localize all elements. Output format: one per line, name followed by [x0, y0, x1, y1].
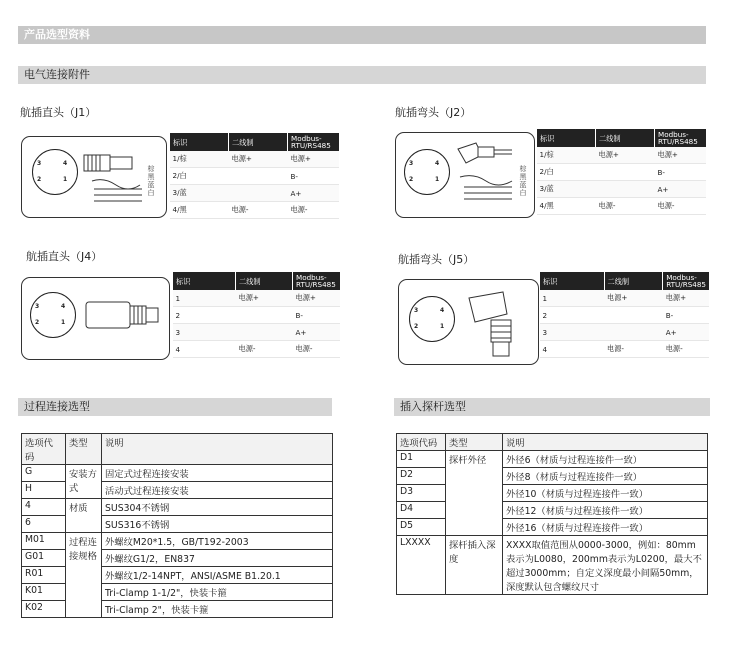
- table-cell: 4: [22, 499, 66, 516]
- j4-pin-face: [30, 292, 76, 338]
- table-cell: 3: [173, 324, 236, 341]
- table-cell: 4: [173, 341, 236, 358]
- table-cell: Tri-Clamp 2"，快装卡箍: [102, 601, 333, 618]
- j4-col-2wire: 二线制: [236, 272, 293, 290]
- table-cell: D1: [397, 451, 446, 468]
- electrical-section-header: [18, 66, 706, 84]
- j1-pin2: 2: [37, 176, 42, 183]
- j4-pin2: 2: [35, 319, 40, 326]
- j5-diagram: [398, 279, 539, 365]
- probe-col-code: 选项代码: [397, 434, 446, 451]
- probe-col-type: 类型: [446, 434, 503, 451]
- table-row: [170, 202, 340, 219]
- table-cell: 3/蓝: [537, 181, 596, 198]
- table-cell: H: [22, 482, 66, 499]
- process-table: [21, 433, 333, 618]
- table-cell: Tri-Clamp 1-1/2"，快装卡箍: [102, 584, 333, 601]
- table-cell: 探杆插入深度: [446, 536, 503, 595]
- j5-pin2: 2: [414, 323, 419, 330]
- j5-connector-drawing: [463, 284, 533, 364]
- table-row: [537, 198, 707, 215]
- table-cell: D4: [397, 502, 446, 519]
- table-row: [170, 168, 340, 185]
- j2-connector-drawing: [454, 139, 516, 211]
- electrical-section-title: 电气连接附件: [24, 68, 90, 81]
- table-cell: 探杆外径: [446, 451, 503, 536]
- j2-col-id: 标识: [537, 129, 596, 147]
- j5-pin-table: [539, 272, 709, 358]
- j5-pin4: 4: [440, 307, 445, 314]
- process-section-header: [18, 398, 332, 416]
- table-row: [540, 324, 710, 341]
- table-cell: 电源+: [236, 290, 293, 307]
- table-cell: 电源-: [663, 341, 709, 358]
- table-cell: 电源-: [293, 341, 341, 358]
- process-section-title: 过程连接选型: [24, 400, 90, 413]
- table-cell: 电源+: [663, 290, 709, 307]
- table-cell: 电源-: [229, 202, 288, 219]
- table-cell: SUS304不锈钢: [102, 499, 333, 516]
- table-header-row: [537, 129, 707, 147]
- j1-wire-colors: [146, 165, 156, 197]
- j5-title: 航插弯头（J5）: [398, 253, 475, 266]
- table-row: [22, 533, 333, 550]
- j5-col-modbus: Modbus-RTU/RS485: [663, 272, 709, 290]
- table-cell: 材质: [66, 499, 102, 533]
- table-cell: 电源-: [288, 202, 340, 219]
- table-cell: 电源-: [596, 198, 655, 215]
- j5-pin1: 1: [440, 323, 445, 330]
- j1-wire-color-3: 蓝: [147, 181, 155, 189]
- table-cell: A+: [288, 185, 340, 202]
- table-cell: 外径16（材质与过程连接件一致）: [503, 519, 708, 536]
- j2-col-modbus: Modbus-RTU/RS485: [655, 129, 707, 147]
- j2-pin-table: [536, 129, 706, 215]
- j2-pin4: 4: [435, 160, 440, 167]
- j2-col-2wire: 二线制: [596, 129, 655, 147]
- table-row: [173, 290, 341, 307]
- j4-col-id: 标识: [173, 272, 236, 290]
- probe-table: [396, 433, 708, 595]
- table-cell: 3: [540, 324, 605, 341]
- table-cell: 活动式过程连接安装: [102, 482, 333, 499]
- table-cell: M01: [22, 533, 66, 550]
- table-cell: XXXX取值范围从0000-3000，例如：80mm表示为L0080，200mm表示为L0200，最大不超过3000mm；自定义深度最小间隔50mm，深度默认包含螺纹尺寸: [503, 536, 708, 595]
- table-row: [397, 519, 708, 536]
- j1-title: 航插直头（J1）: [20, 106, 97, 119]
- table-header-row: [170, 133, 340, 151]
- table-cell: A+: [293, 324, 341, 341]
- j2-pin3: 3: [409, 160, 414, 167]
- table-cell: K01: [22, 584, 66, 601]
- table-row: [537, 164, 707, 181]
- table-row: [173, 324, 341, 341]
- table-cell: 安装方式: [66, 465, 102, 499]
- table-cell: 电源-: [604, 341, 663, 358]
- table-cell: 电源-: [655, 198, 707, 215]
- table-cell: 固定式过程连接安装: [102, 465, 333, 482]
- table-cell: K02: [22, 601, 66, 618]
- table-cell: 1/棕: [170, 151, 229, 168]
- j2-diagram: [395, 132, 535, 218]
- j5-col-id: 标识: [540, 272, 605, 290]
- table-cell: 4/黑: [537, 198, 596, 215]
- table-cell: 电源+: [604, 290, 663, 307]
- table-row: [397, 502, 708, 519]
- j1-col-id: 标识: [170, 133, 229, 151]
- table-row: [537, 147, 707, 164]
- table-cell: 过程连接规格: [66, 533, 102, 618]
- j2-wire-color-4: 白: [519, 189, 527, 197]
- table-cell: 电源+: [655, 147, 707, 164]
- probe-section-title: 插入探杆选型: [400, 400, 466, 413]
- table-cell: 外径6（材质与过程连接件一致）: [503, 451, 708, 468]
- table-row: [540, 290, 710, 307]
- table-header-row: [173, 272, 341, 290]
- j4-col-modbus: Modbus-RTU/RS485: [293, 272, 341, 290]
- table-cell: [229, 168, 288, 185]
- page-title: [18, 26, 706, 44]
- table-header-row: [397, 434, 708, 451]
- j2-title: 航插弯头（J2）: [395, 106, 472, 119]
- table-row: [397, 451, 708, 468]
- j1-wire-color-2: 黑: [147, 173, 155, 181]
- j1-wire-color-1: 棕: [147, 165, 155, 173]
- table-cell: 外螺纹1/2-14NPT，ANSI/ASME B1.20.1: [102, 567, 333, 584]
- table-cell: G01: [22, 550, 66, 567]
- j2-pin2: 2: [409, 176, 414, 183]
- table-cell: [604, 307, 663, 324]
- table-cell: [236, 324, 293, 341]
- table-cell: D5: [397, 519, 446, 536]
- table-cell: 4/黑: [170, 202, 229, 219]
- table-cell: 外径10（材质与过程连接件一致）: [503, 485, 708, 502]
- j1-diagram: [21, 136, 167, 218]
- j1-pin1: 1: [63, 176, 68, 183]
- table-cell: B-: [663, 307, 709, 324]
- process-col-desc: 说明: [102, 434, 333, 465]
- table-cell: B-: [293, 307, 341, 324]
- table-cell: 1: [173, 290, 236, 307]
- table-row: [170, 151, 340, 168]
- j1-col-modbus: Modbus-RTU/RS485: [288, 133, 340, 151]
- table-cell: 2: [540, 307, 605, 324]
- table-cell: 4: [540, 341, 605, 358]
- table-cell: [604, 324, 663, 341]
- table-cell: B-: [288, 168, 340, 185]
- table-cell: 外径12（材质与过程连接件一致）: [503, 502, 708, 519]
- table-cell: 1: [540, 290, 605, 307]
- j2-pin1: 1: [435, 176, 440, 183]
- table-cell: D3: [397, 485, 446, 502]
- j4-diagram: [21, 277, 170, 360]
- table-cell: [236, 307, 293, 324]
- process-col-code: 选项代码: [22, 434, 66, 465]
- j2-wire-color-1: 棕: [519, 165, 527, 173]
- table-row: [173, 307, 341, 324]
- j1-pin-table: [169, 133, 339, 219]
- j5-pin-face: [409, 296, 455, 342]
- table-cell: D2: [397, 468, 446, 485]
- j1-pin3: 3: [37, 160, 42, 167]
- table-cell: R01: [22, 567, 66, 584]
- j1-pin4: 4: [63, 160, 68, 167]
- j1-connector-drawing: [82, 145, 144, 211]
- table-cell: 2/白: [170, 168, 229, 185]
- table-row: [397, 485, 708, 502]
- table-cell: G: [22, 465, 66, 482]
- table-cell: 2: [173, 307, 236, 324]
- table-cell: [229, 185, 288, 202]
- j2-wire-color-3: 蓝: [519, 181, 527, 189]
- table-cell: 3/蓝: [170, 185, 229, 202]
- j4-pin4: 4: [61, 303, 66, 310]
- table-cell: 外螺纹G1/2，EN837: [102, 550, 333, 567]
- probe-col-desc: 说明: [503, 434, 708, 451]
- j4-connector-drawing: [84, 294, 164, 338]
- j4-pin3: 3: [35, 303, 40, 310]
- j2-pin-face: [404, 149, 450, 195]
- table-cell: [596, 181, 655, 198]
- j4-pin1: 1: [61, 319, 66, 326]
- probe-section-header: [394, 398, 710, 416]
- table-cell: 电源+: [288, 151, 340, 168]
- table-header-row: [540, 272, 710, 290]
- j1-wire-color-4: 白: [147, 189, 155, 197]
- table-cell: SUS316不锈钢: [102, 516, 333, 533]
- table-row: [22, 499, 333, 516]
- table-cell: 电源+: [293, 290, 341, 307]
- table-cell: 2/白: [537, 164, 596, 181]
- table-cell: A+: [655, 181, 707, 198]
- table-row: [170, 185, 340, 202]
- table-row: [540, 307, 710, 324]
- table-row: [22, 465, 333, 482]
- j4-title: 航插直头（J4）: [26, 250, 103, 263]
- table-cell: LXXXX: [397, 536, 446, 595]
- table-cell: 电源+: [229, 151, 288, 168]
- j1-pin-face: [32, 149, 78, 195]
- table-cell: A+: [663, 324, 709, 341]
- j5-pin3: 3: [414, 307, 419, 314]
- j2-wire-colors: [518, 165, 528, 197]
- j1-col-2wire: 二线制: [229, 133, 288, 151]
- table-cell: B-: [655, 164, 707, 181]
- table-cell: 外螺纹M20*1.5，GB/T192-2003: [102, 533, 333, 550]
- table-cell: 6: [22, 516, 66, 533]
- table-cell: 外径8（材质与过程连接件一致）: [503, 468, 708, 485]
- process-col-type: 类型: [66, 434, 102, 465]
- table-row: [173, 341, 341, 358]
- table-header-row: [22, 434, 333, 465]
- j5-col-2wire: 二线制: [604, 272, 663, 290]
- table-row: [540, 341, 710, 358]
- table-row: [397, 468, 708, 485]
- table-cell: 电源+: [596, 147, 655, 164]
- j2-wire-color-2: 黑: [519, 173, 527, 181]
- table-cell: [596, 164, 655, 181]
- table-row: [397, 536, 708, 595]
- j4-pin-table: [172, 272, 340, 358]
- page-title-text: 产品选型资料: [24, 28, 90, 41]
- table-row: [537, 181, 707, 198]
- table-cell: 1/棕: [537, 147, 596, 164]
- table-cell: 电源-: [236, 341, 293, 358]
